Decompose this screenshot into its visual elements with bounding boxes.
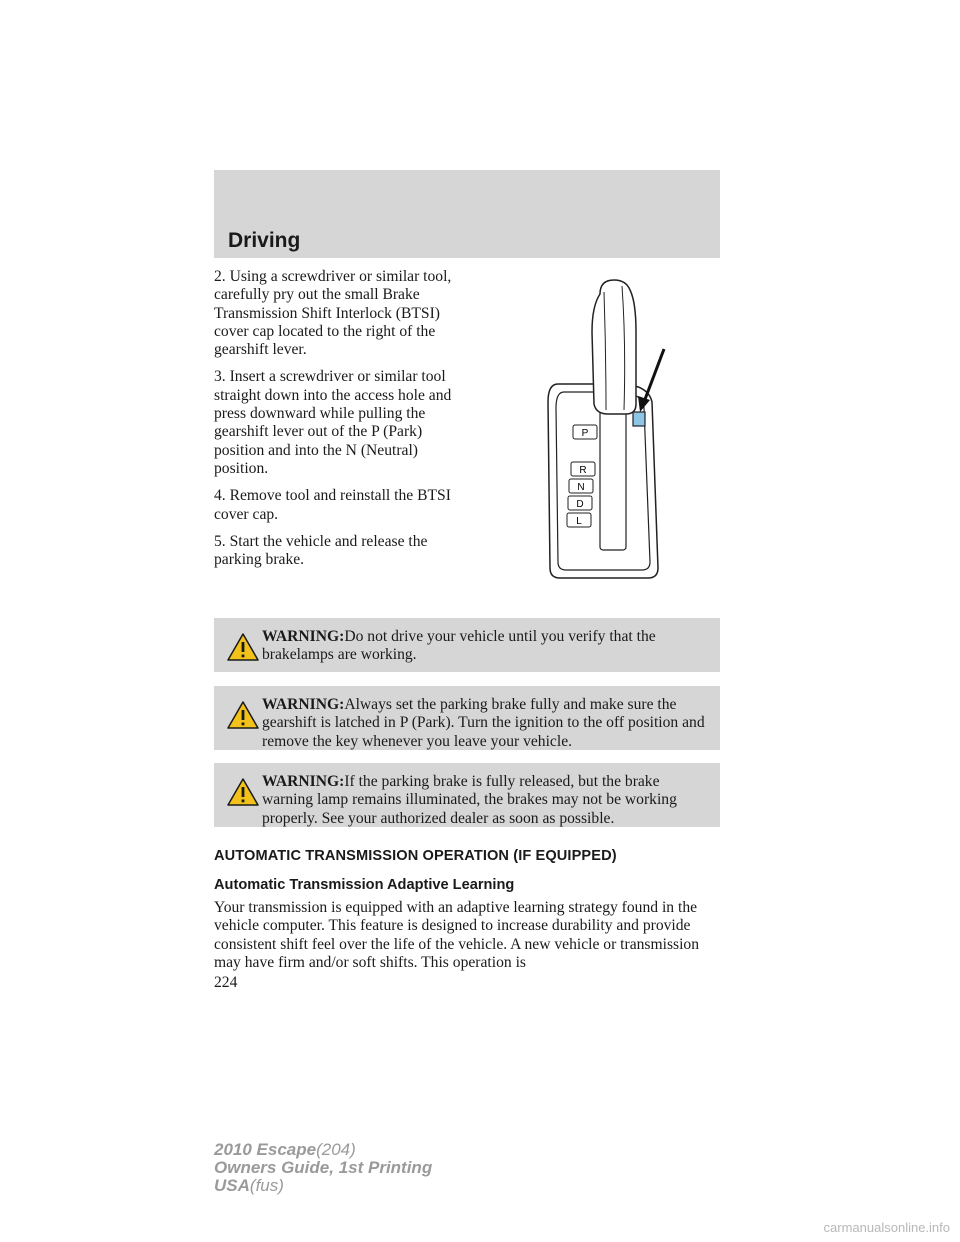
warning-box-parking-brake <box>214 686 720 750</box>
svg-text:D: D <box>576 499 584 510</box>
procedure-steps <box>214 268 476 578</box>
warning-box-brake-lamp <box>214 763 720 827</box>
document-footer <box>214 1141 432 1195</box>
gear-label-p <box>573 425 597 439</box>
warning-box-brakelamps <box>214 618 720 672</box>
warning-text <box>262 696 710 751</box>
gear-gate-slot <box>600 394 626 550</box>
warning-triangle-icon <box>226 632 260 662</box>
svg-text:P: P <box>581 428 589 439</box>
footer-line-1 <box>214 1141 432 1159</box>
step-3: 3. Insert a screwdriver or similar tool straight down into the access hole and press downward while pulling the gearshift lever out of the P (Park) position and into the N (Neutral) position. <box>214 368 452 477</box>
page-number: 224 <box>214 974 238 991</box>
footer-line-3 <box>214 1177 432 1195</box>
gearshift-illustration <box>540 272 680 584</box>
svg-text:L: L <box>576 516 582 527</box>
warning-triangle-icon <box>226 777 260 807</box>
section-heading: AUTOMATIC TRANSMISSION OPERATION (IF EQUIPPED) <box>214 848 617 864</box>
pointer-arrow-line <box>644 349 664 402</box>
warning-label: WARNING: <box>262 773 345 790</box>
warning-triangle-icon <box>226 700 260 730</box>
footer-market: USA <box>214 1176 250 1195</box>
step-5: 5. Start the vehicle and release the parking brake. <box>214 532 428 569</box>
gear-label-l <box>567 513 591 527</box>
warning-message: Always set the parking brake fully and make sure the gearshift is latched in P (Park). Turn the ignition to the off position and remove the key whenever you leave your vehicle. <box>262 696 705 750</box>
gear-label-d <box>568 496 592 510</box>
warning-message: Do not drive your vehicle until you verify that the brakelamps are working. <box>262 628 656 664</box>
warning-label: WARNING: <box>262 696 345 713</box>
gear-label-r <box>571 462 595 476</box>
warning-text <box>262 628 710 665</box>
footer-model: 2010 Escape <box>214 1140 317 1159</box>
section-title: Driving <box>228 229 301 252</box>
watermark: carmanualsonline.info <box>823 1220 950 1235</box>
step-4: 4. Remove tool and reinstall the BTSI cover cap. <box>214 487 451 523</box>
footer-model-code: (204) <box>316 1140 356 1159</box>
sub-heading: Automatic Transmission Adaptive Learning <box>214 877 515 893</box>
gear-label-n <box>569 479 593 493</box>
warning-text <box>262 773 710 828</box>
step-2: 2. Using a screwdriver or similar tool, carefully pry out the small Brake Transmission Shift Interlock (BTSI) cover cap located to the right of the gearshift lever. <box>214 268 452 359</box>
gearshift-lever <box>592 280 636 414</box>
svg-text:N: N <box>577 482 585 493</box>
footer-line-2: Owners Guide, 1st Printing <box>214 1158 433 1177</box>
footer-market-code: (fus) <box>249 1176 284 1195</box>
svg-text:R: R <box>579 465 587 476</box>
body-paragraph: Your transmission is equipped with an adaptive learning strategy found in the vehicle computer. This feature is designed to increase durability and provide consistent shift feel over the life of the vehicle. A new vehicle or transmission may have firm and/or soft shifts. This operation is <box>214 899 700 971</box>
btsi-access-cap <box>633 412 645 426</box>
warning-message: If the parking brake is fully released, but the brake warning lamp remains illuminated, the brakes may not be working properly. See your authorized dealer as soon as possible. <box>262 773 677 827</box>
warning-label: WARNING: <box>262 628 345 645</box>
